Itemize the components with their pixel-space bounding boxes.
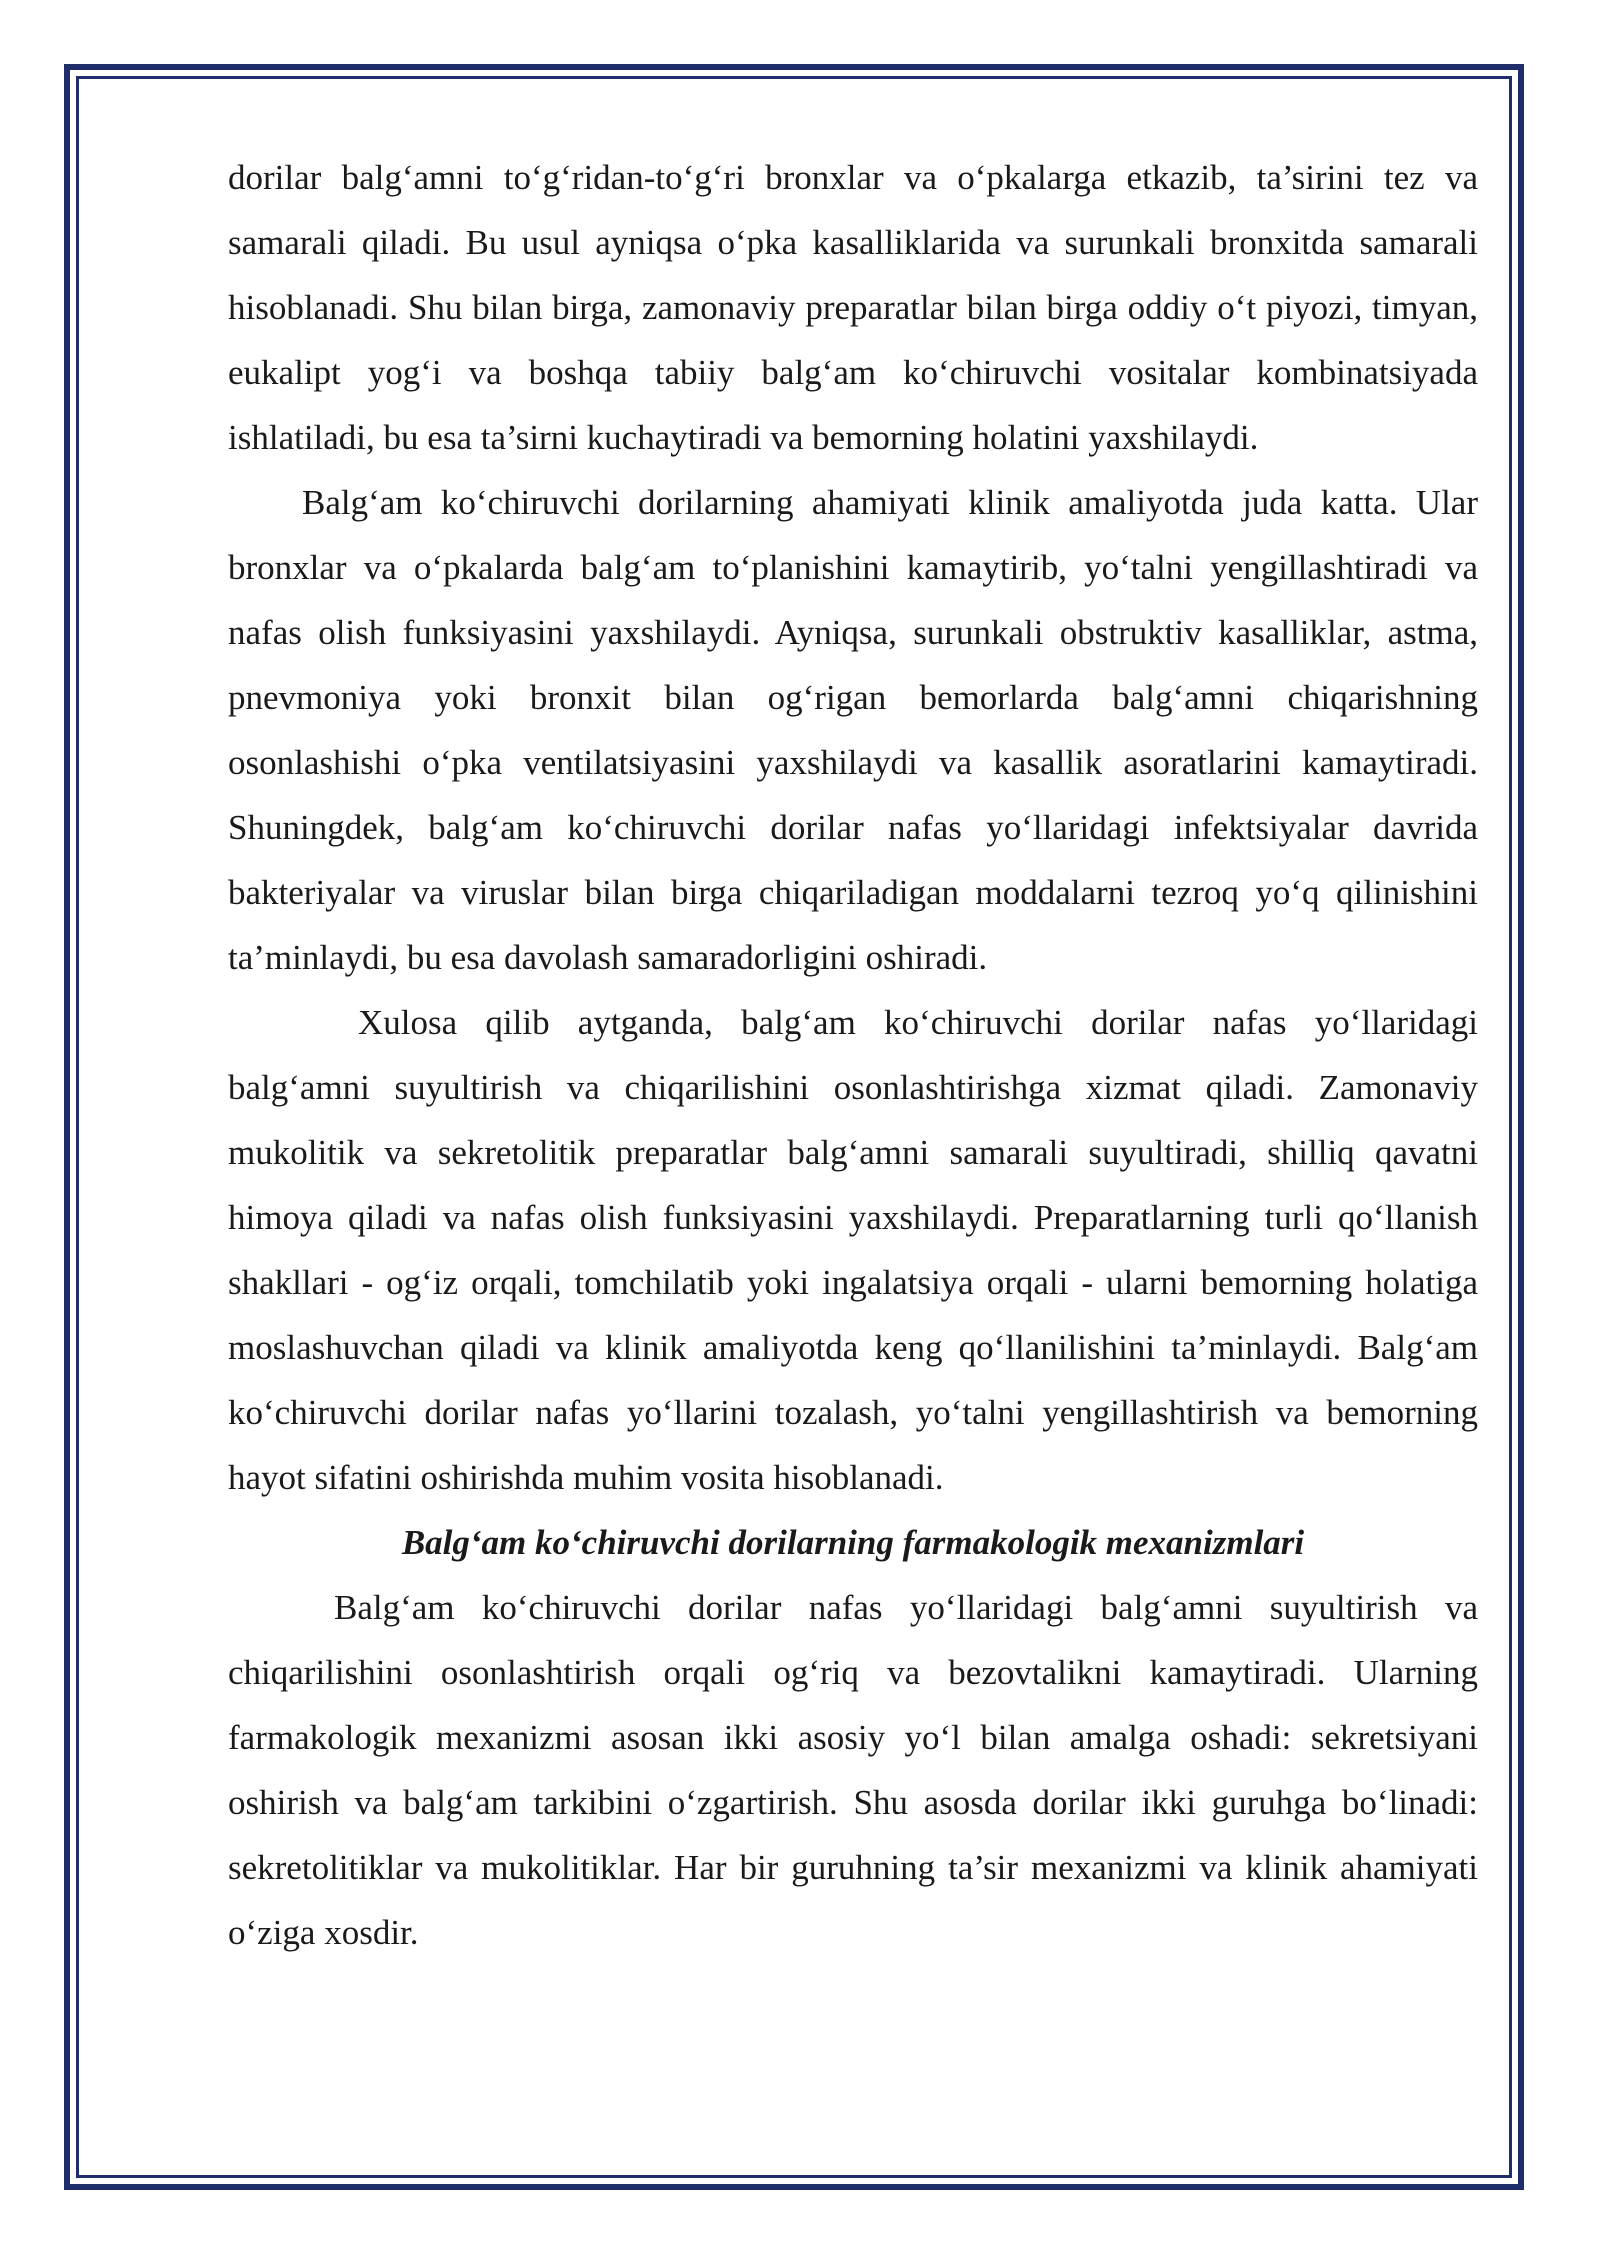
paragraph-2: Balg‘am ko‘chiruvchi dorilarning ahamiyati klinik amaliyotda juda katta. Ular bronxlar va o‘pkalarda balg‘am to‘planishini kamaytirib, yo‘talni yengillashtiradi va nafas olish funksiyasini yaxshilaydi. Ayniqsa, surunkali obstruktiv kasalliklar, astma, pnevmoniya yoki bronxit bilan og‘rigan bemorlarda balg‘amni chiqarishning osonlashishi o‘pka ventilatsiyasini yaxshilaydi va kasallik asoratlarini kamaytiradi. Shuningdek, balg‘am ko‘chiruvchi dorilar nafas yo‘llaridagi infektsiyalar davrida bakteriyalar va viruslar bilan birga chiqariladigan moddalarni tezroq yo‘q qilinishini ta’minlaydi, bu esa davolash samaradorligini oshiradi. [228,483,1478,977]
paragraph-1: dorilar balg‘amni to‘g‘ridan-to‘g‘ri bronxlar va o‘pkalarga etkazib, ta’sirini tez va samarali qiladi. Bu usul ayniqsa o‘pka kasalliklarida va surunkali bronxitda samarali hisoblanadi. Shu bilan birga, zamonaviy preparatlar bilan birga oddiy o‘t piyozi, timyan, eukalipt yog‘i va boshqa tabiiy balg‘am ko‘chiruvchi vositalar kombinatsiyada ishlatiladi, bu esa ta’sirni kuchaytiradi va bemorning holatini yaxshilaydi. [228,158,1478,457]
paragraph-3: Xulosa qilib aytganda, balg‘am ko‘chiruvchi dorilar nafas yo‘llaridagi balg‘amni suyultirish va chiqarilishini osonlashtirishga xizmat qiladi. Zamonaviy mukolitik va sekretolitik preparatlar balg‘amni samarali suyultiradi, shilliq qavatni himoya qiladi va nafas olish funksiyasini yaxshilaydi. Preparatlarning turli qo‘llanish shakllari - og‘iz orqali, tomchilatib yoki ingalatsiya orqali - ularni bemorning holatiga moslashuvchan qiladi va klinik amaliyotda keng qo‘llanilishini ta’minlaydi. Balg‘am ko‘chiruvchi dorilar nafas yo‘llarini tozalash, yo‘talni yengillashtirish va bemorning hayot sifatini oshirishda muhim vosita hisoblanadi. [228,1003,1478,1497]
section-heading: Balg‘am ko‘chiruvchi dorilarning farmakologik mexanizmlari [401,1523,1305,1562]
document-body [228,145,1478,1965]
paragraph-4: Balg‘am ko‘chiruvchi dorilar nafas yo‘llaridagi balg‘amni suyultirish va chiqarilishini osonlashtirish orqali og‘riq va bezovtalikni kamaytiradi. Ularning farmakologik mexanizmi asosan ikki asosiy yo‘l bilan amalga oshadi: sekretsiyani oshirish va balg‘am tarkibini o‘zgartirish. Shu asosda dorilar ikki guruhga bo‘linadi: sekretolitiklar va mukolitiklar. Har bir guruhning ta’sir mexanizmi va klinik ahamiyati o‘ziga xosdir. [228,1588,1478,1952]
